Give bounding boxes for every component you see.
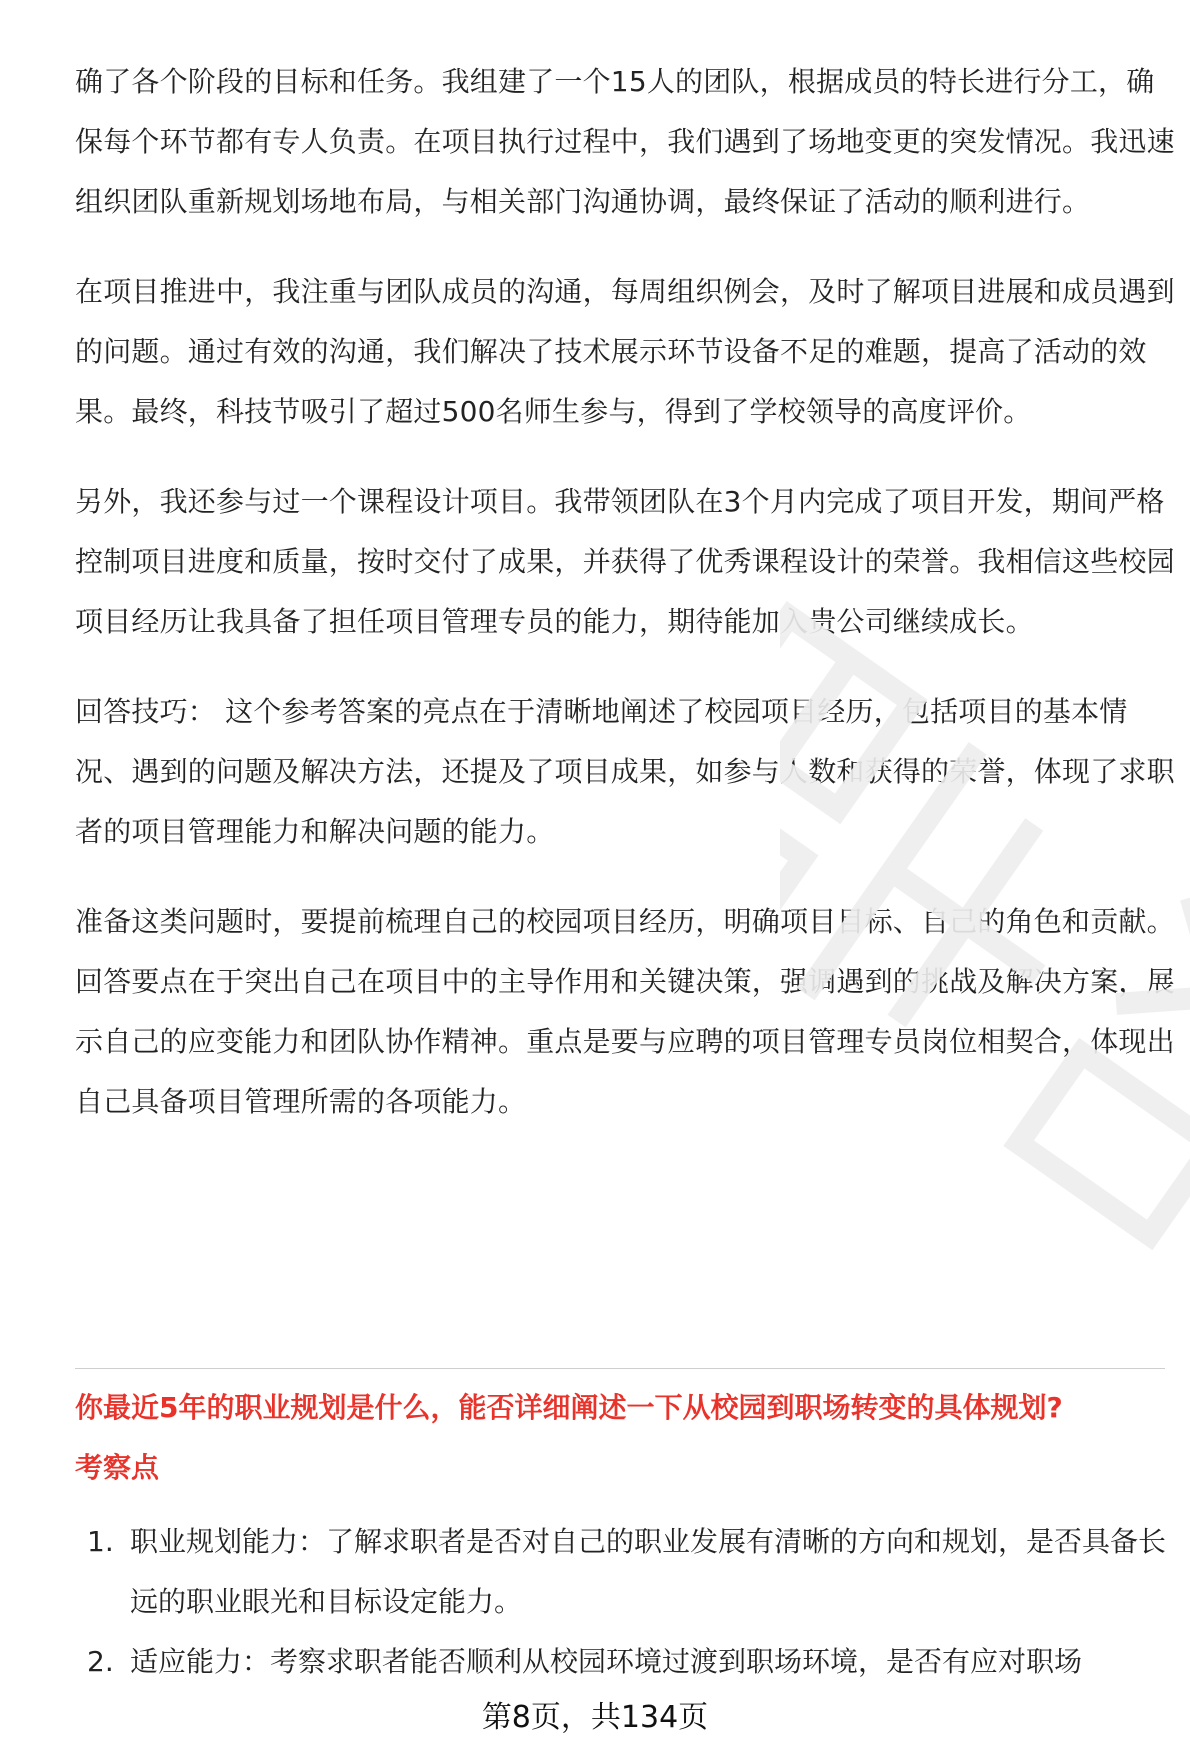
paragraph: 回答技巧： 这个参考答案的亮点在于清晰地阐述了校园项目经历，包括项目的基本情况、遇到的问题及解决方法，还提及了项目成果，如参与人数和获得的荣誉，体现了求职者的项目管理能力和解决问题的能力。 xyxy=(75,695,1175,848)
section-subheading: 考察点 xyxy=(75,1451,160,1484)
body-text xyxy=(75,52,1175,1162)
paragraph: 确了各个阶段的目标和任务。我组建了一个15人的团队，根据成员的特长进行分工，确保每个环节都有专人负责。在项目执行过程中，我们遇到了场地变更的突发情况。我迅速组织团队重新规划场地布局，与相关部门沟通协调，最终保证了活动的顺利进行。 xyxy=(75,65,1175,218)
paragraph: 准备这类问题时，要提前梳理自己的校园项目经历，明确项目目标、自己的角色和贡献。回答要点在于突出自己在项目中的主导作用和关键决策，强调遇到的挑战及解决方案，展示自己的应变能力和团队协作精神。重点是要与应聘的项目管理专员岗位相契合，体现出自己具备项目管理所需的各项能力。 xyxy=(75,905,1175,1118)
paragraph: 另外，我还参与过一个课程设计项目。我带领团队在3个月内完成了项目开发，期间严格控制项目进度和质量，按时交付了成果，并获得了优秀课程设计的荣誉。我相信这些校园项目经历让我具备了担任项目管理专员的能力，期待能加入贵公司继续成长。 xyxy=(75,485,1175,638)
page-footer: 第8页，共134页 xyxy=(481,1700,709,1735)
numbered-list xyxy=(75,1512,1175,1692)
list-item-text: 适应能力：考察求职者能否顺利从校园环境过渡到职场环境，是否有应对职场 xyxy=(130,1645,1083,1678)
list-item-text: 职业规划能力：了解求职者是否对自己的职业发展有清晰的方向和规划，是否具备长远的职业眼光和目标设定能力。 xyxy=(130,1525,1167,1618)
paragraph: 在项目推进中，我注重与团队成员的沟通，每周组织例会，及时了解项目进展和成员遇到的问题。通过有效的沟通，我们解决了技术展示环节设备不足的难题，提高了活动的效果。最终，科技节吸引了超过500名师生参与，得到了学校领导的高度评价。 xyxy=(75,275,1175,428)
list-item xyxy=(75,1632,1175,1692)
list-item xyxy=(75,1512,1175,1632)
list-number: 1. xyxy=(87,1525,114,1558)
list-number: 2. xyxy=(87,1645,114,1678)
question-heading: 你最近5年的职业规划是什么，能否详细阐述一下从校园到职场转变的具体规划? xyxy=(75,1391,1063,1424)
section-divider xyxy=(75,1368,1165,1369)
